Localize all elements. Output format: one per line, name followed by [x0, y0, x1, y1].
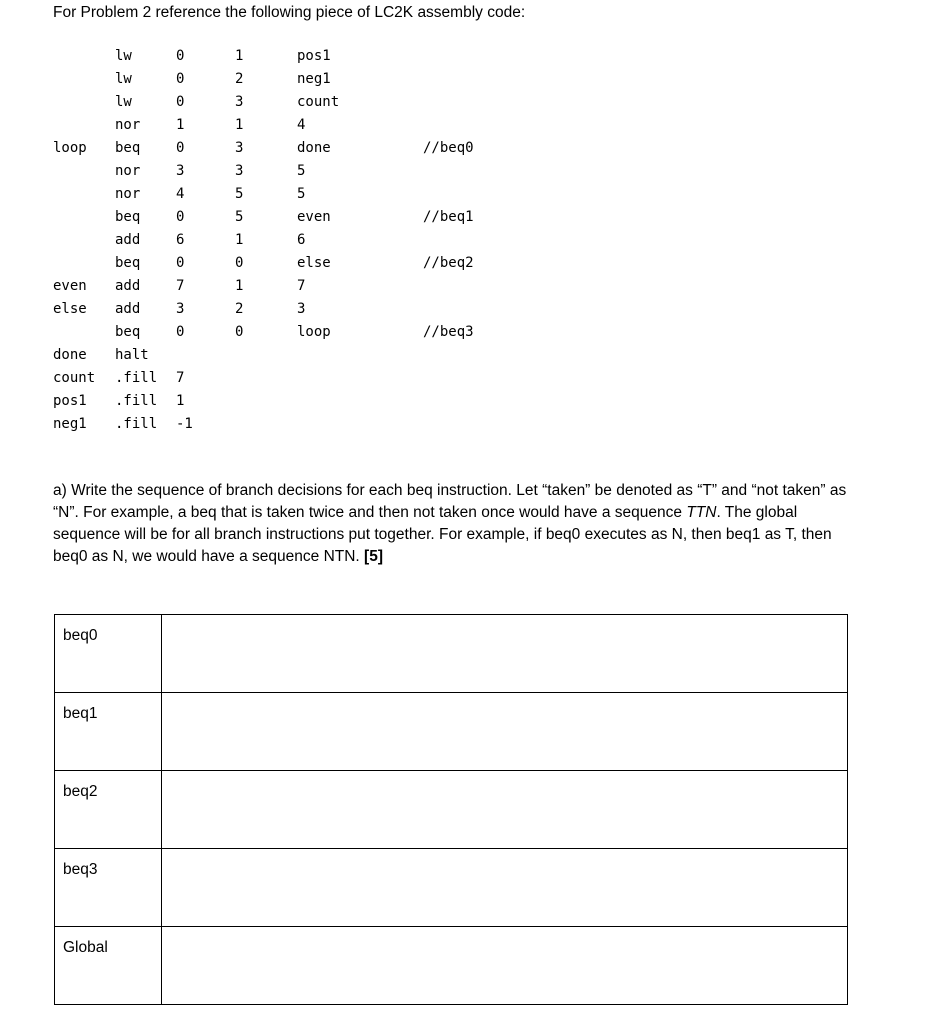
answer-row-value[interactable] [162, 849, 848, 927]
code-field-c: count [297, 94, 340, 110]
code-opcode: lw [115, 94, 132, 110]
code-comment: //beq0 [423, 140, 474, 156]
code-field-c: 4 [297, 117, 306, 133]
code-field-c: else [297, 255, 331, 271]
code-field-a: 0 [176, 48, 185, 64]
code-field-b: 1 [235, 48, 244, 64]
code-comment: //beq1 [423, 209, 474, 225]
code-opcode: nor [115, 163, 141, 179]
answer-row-label: Global [55, 927, 162, 1005]
code-opcode: lw [115, 71, 132, 87]
code-field-a: 0 [176, 94, 185, 110]
answer-row-label: beq2 [55, 771, 162, 849]
code-field-a: 7 [176, 278, 185, 294]
code-field-c: 3 [297, 301, 306, 317]
answer-row-label: beq3 [55, 849, 162, 927]
code-field-c: done [297, 140, 331, 156]
answer-row [55, 927, 848, 1005]
code-opcode: add [115, 301, 141, 317]
answer-row [55, 693, 848, 771]
code-field-c: 5 [297, 186, 306, 202]
code-field-a: 1 [176, 393, 185, 409]
code-opcode: add [115, 232, 141, 248]
code-opcode: .fill [115, 370, 158, 386]
code-field-a: 0 [176, 255, 185, 271]
code-opcode: nor [115, 117, 141, 133]
code-field-a: 0 [176, 140, 185, 156]
code-opcode: .fill [115, 393, 158, 409]
answer-row [55, 615, 848, 693]
answer-row-label: beq1 [55, 693, 162, 771]
code-field-b: 1 [235, 117, 244, 133]
question-points: [5] [364, 548, 383, 565]
code-field-a: 7 [176, 370, 185, 386]
code-field-a: -1 [176, 416, 193, 432]
code-label: pos1 [53, 393, 87, 409]
code-opcode: lw [115, 48, 132, 64]
code-label: count [53, 370, 96, 386]
code-field-c: neg1 [297, 71, 331, 87]
code-field-b: 3 [235, 140, 244, 156]
question-part1: a) Write the sequence of branch decisions for each beq instruction. Let “taken” be denoted as “T” and “not taken” as “N”. For example, a beq that is taken twice and then not taken once would have a sequence [53, 482, 847, 521]
code-field-b: 3 [235, 94, 244, 110]
code-field-b: 1 [235, 278, 244, 294]
code-opcode: beq [115, 140, 141, 156]
code-label: done [53, 347, 87, 363]
code-label: loop [53, 140, 87, 156]
code-field-a: 1 [176, 117, 185, 133]
code-field-a: 0 [176, 71, 185, 87]
code-field-c: even [297, 209, 331, 225]
code-field-c: 7 [297, 278, 306, 294]
code-field-c: 5 [297, 163, 306, 179]
code-field-b: 1 [235, 232, 244, 248]
code-field-c: loop [297, 324, 331, 340]
code-field-b: 5 [235, 186, 244, 202]
answer-row-value[interactable] [162, 615, 848, 693]
answer-row-value[interactable] [162, 927, 848, 1005]
answer-row-label: beq0 [55, 615, 162, 693]
code-field-a: 0 [176, 324, 185, 340]
answer-row-value[interactable] [162, 771, 848, 849]
answer-table [54, 614, 848, 1005]
code-field-b: 0 [235, 324, 244, 340]
code-field-c: pos1 [297, 48, 331, 64]
code-comment: //beq3 [423, 324, 474, 340]
code-label: else [53, 301, 87, 317]
code-field-b: 2 [235, 71, 244, 87]
question-example-sequence: TTN [686, 504, 717, 521]
question-text [53, 480, 853, 568]
code-field-b: 0 [235, 255, 244, 271]
code-field-a: 4 [176, 186, 185, 202]
code-label: neg1 [53, 416, 87, 432]
code-field-c: 6 [297, 232, 306, 248]
intro-text: For Problem 2 reference the following piece of LC2K assembly code: [53, 4, 526, 21]
code-field-b: 2 [235, 301, 244, 317]
code-opcode: add [115, 278, 141, 294]
code-field-a: 0 [176, 209, 185, 225]
code-opcode: nor [115, 186, 141, 202]
answer-row-value[interactable] [162, 693, 848, 771]
code-opcode: beq [115, 209, 141, 225]
code-opcode: beq [115, 324, 141, 340]
code-field-a: 6 [176, 232, 185, 248]
code-field-b: 5 [235, 209, 244, 225]
code-label: even [53, 278, 87, 294]
code-comment: //beq2 [423, 255, 474, 271]
code-field-b: 3 [235, 163, 244, 179]
code-field-a: 3 [176, 301, 185, 317]
code-opcode: .fill [115, 416, 158, 432]
answer-row [55, 849, 848, 927]
code-field-a: 3 [176, 163, 185, 179]
code-opcode: beq [115, 255, 141, 271]
code-opcode: halt [115, 347, 149, 363]
answer-row [55, 771, 848, 849]
question-part2: . The global sequence will be for all branch instructions put together. For example, if beq0 executes as N, then beq1 as T, then beq0 as N, we would have a sequence NTN. [53, 504, 832, 565]
